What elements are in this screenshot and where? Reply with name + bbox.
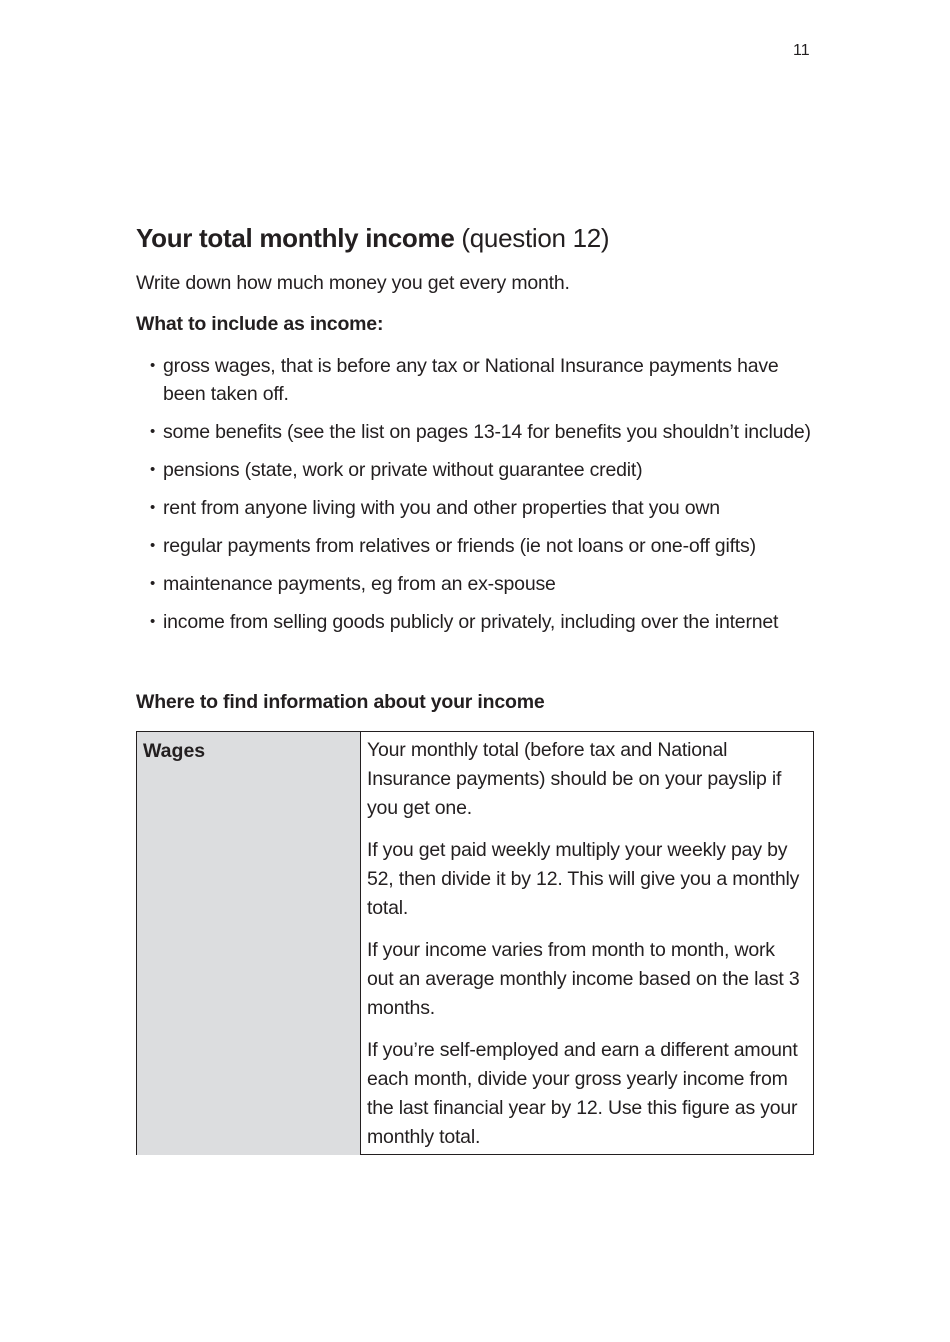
table-paragraph: If your income varies from month to month, work out an average monthly income based on the last 3 months. [367,939,800,1019]
page-title-suffix: (question 12) [454,223,610,253]
list-item: • maintenance payments, eg from an ex-spouse [150,570,826,598]
income-info-table [136,731,814,1155]
page-number: 11 [793,42,810,59]
list-item: • some benefits (see the list on pages 13-14 for benefits you shouldn’t include) [150,418,826,446]
table-row-content [360,731,814,1155]
table-paragraph: Your monthly total (before tax and National Insurance payments) should be on your payslip if you get one. [367,739,782,819]
page-title [136,222,826,254]
table-paragraph: If you’re self-employed and earn a different amount each month, divide your gross yearly income from the last financial year by 12. Use this figure as your monthly total. [367,1039,798,1148]
page-title-strong: Your total monthly income [136,223,455,253]
table-paragraph: If you get paid weekly multiply your weekly pay by 52, then divide it by 12. This will give you a monthly total. [367,839,800,919]
intro-text: Write down how much money you get every month. [136,272,570,294]
main-content [136,222,826,646]
list-item: • rent from anyone living with you and other properties that you own [150,494,826,522]
where-to-find-heading: Where to find information about your income [136,691,545,713]
list-item: • regular payments from relatives or friends (ie not loans or one-off gifts) [150,532,826,560]
list-item: • gross wages, that is before any tax or National Insurance payments have been taken off. [150,352,826,408]
include-list [136,352,826,636]
list-item: • income from selling goods publicly or privately, including over the internet [150,608,826,636]
include-heading: What to include as income: [136,313,384,335]
list-item: • pensions (state, work or private without guarantee credit) [150,456,826,484]
table-row-label: Wages [136,731,360,1155]
